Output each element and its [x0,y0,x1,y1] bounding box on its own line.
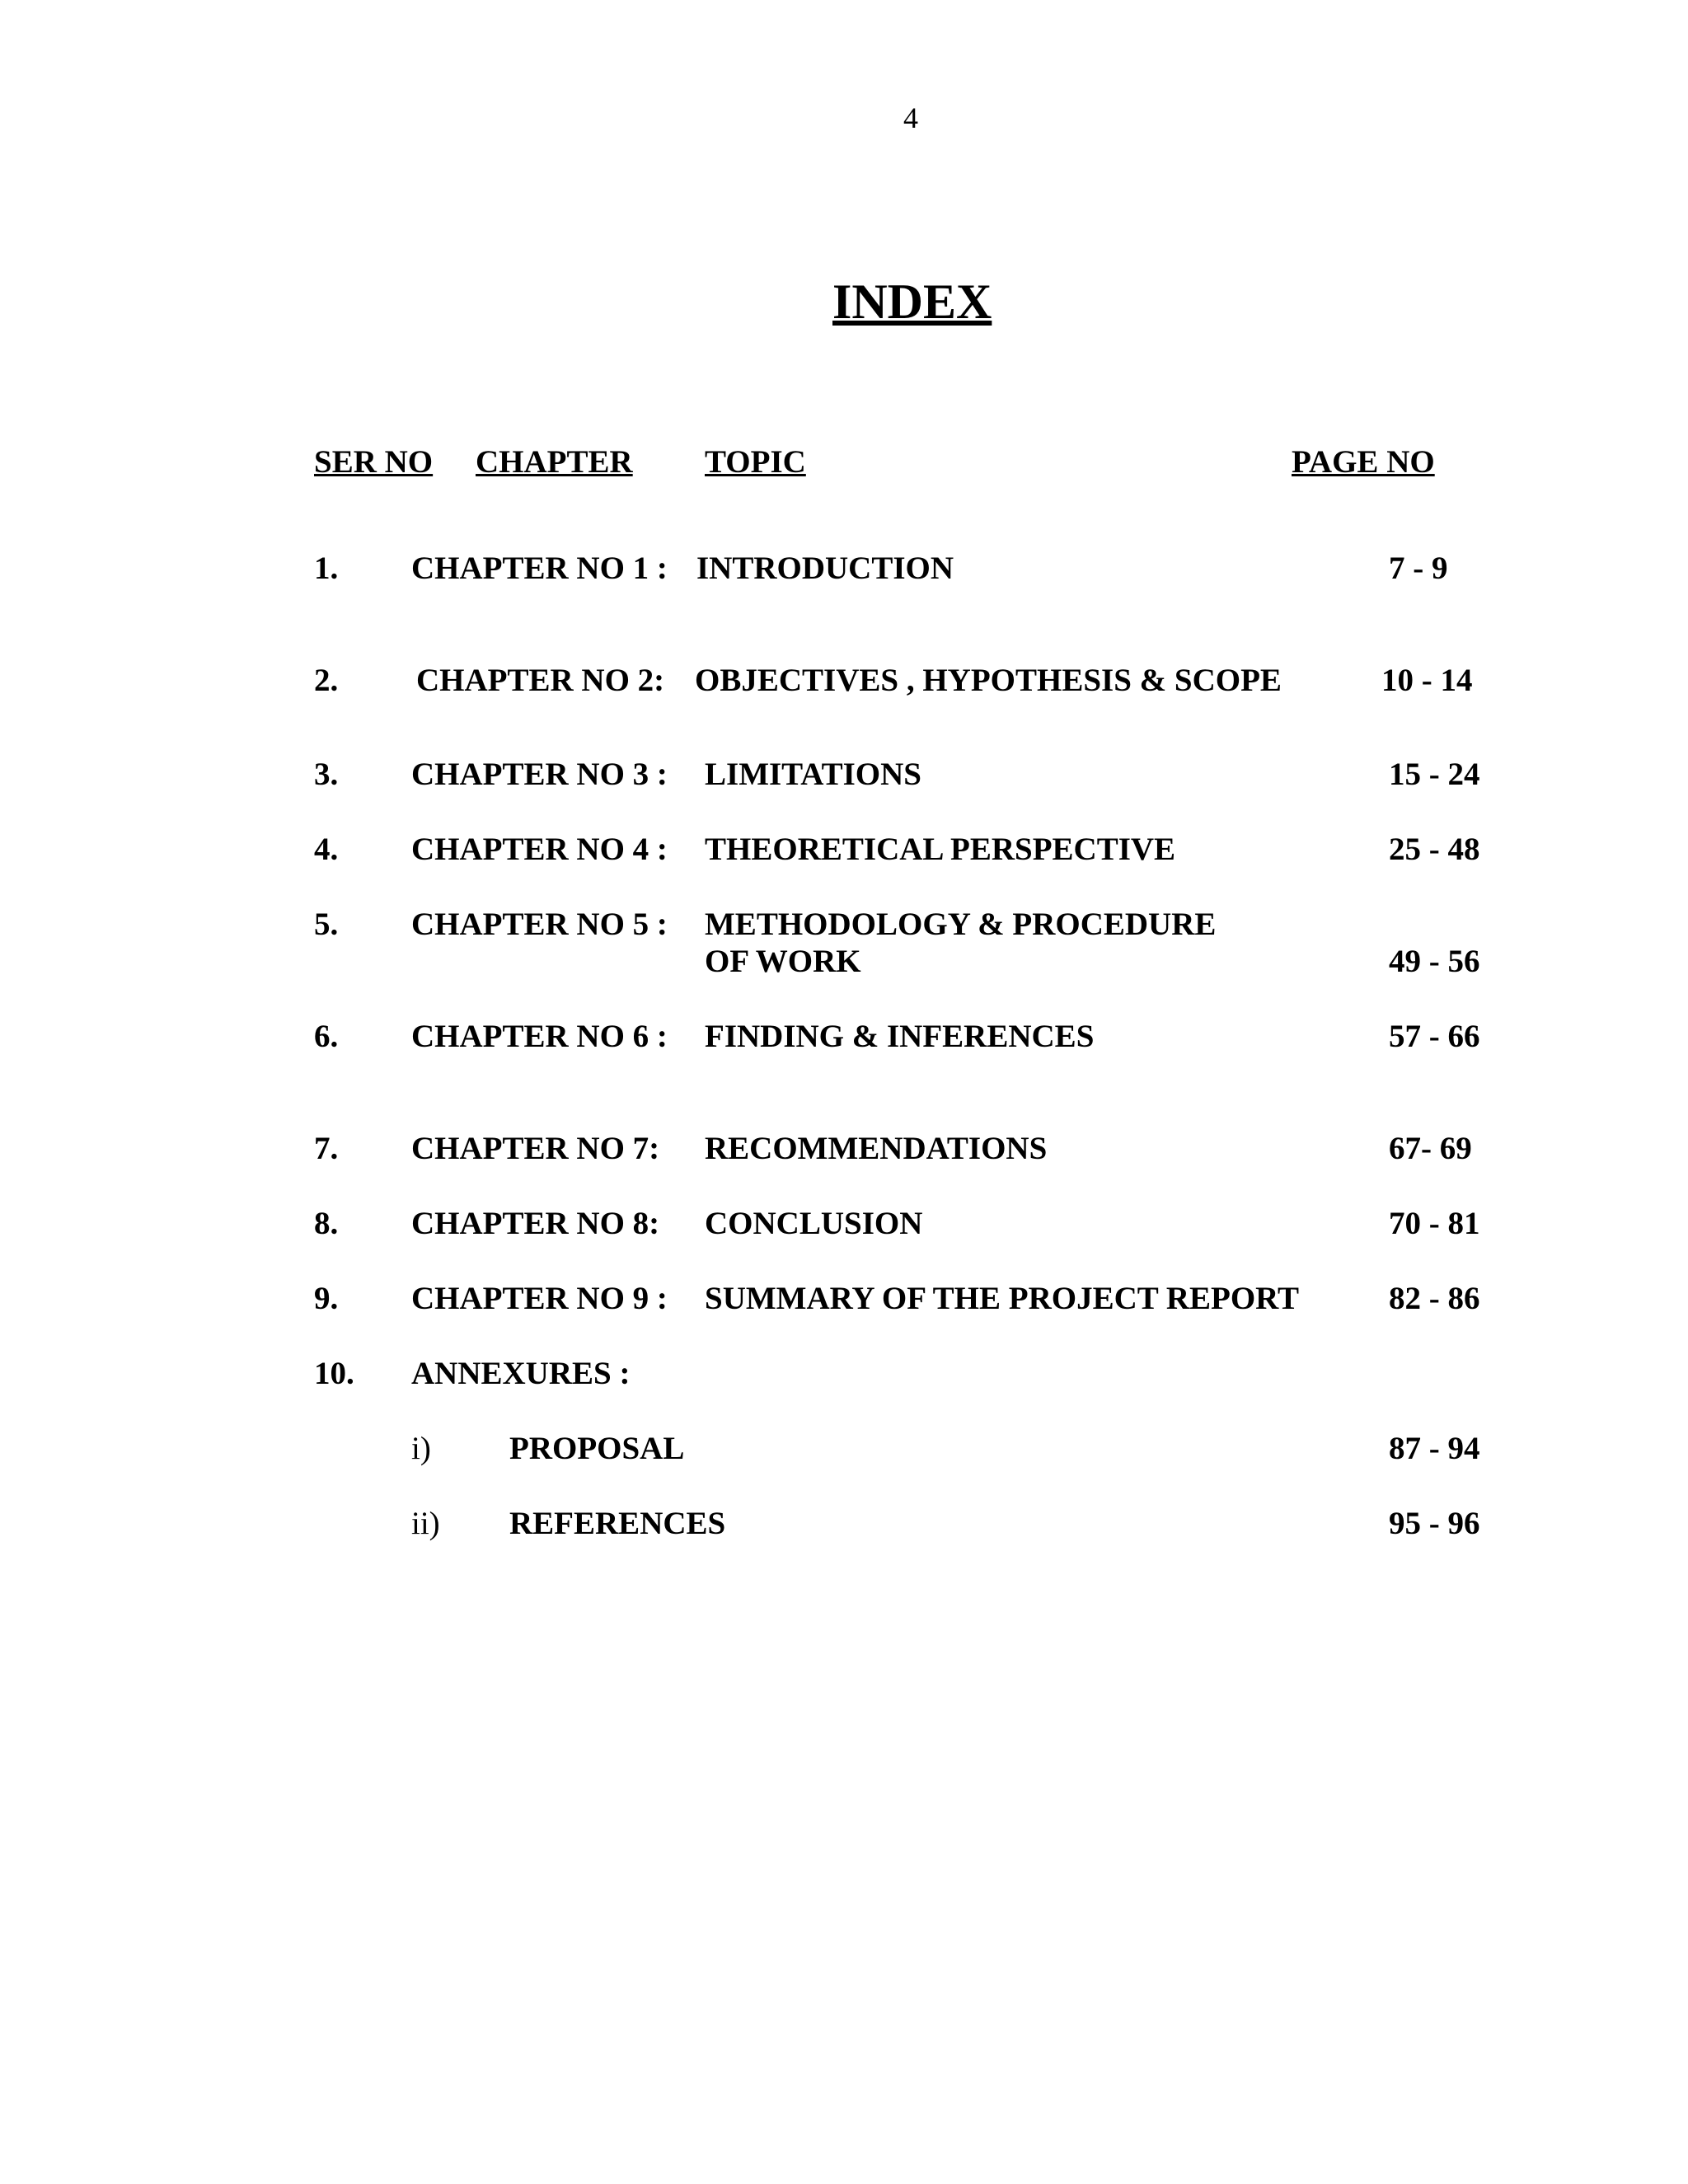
row-topic: CONCLUSION [705,1206,923,1241]
row-pages: 70 - 81 [1389,1206,1480,1241]
row-ser-no: 10. [314,1356,354,1391]
header-chapter: CHAPTER [476,444,633,480]
row-chapter: CHAPTER NO 7: [411,1131,660,1166]
row-ser-no: 6. [314,1019,339,1054]
header-topic: TOPIC [705,444,806,480]
page-title: INDEX [832,274,992,329]
annexure-label: REFERENCES [509,1506,726,1541]
row-ser-no: 8. [314,1206,339,1241]
row-pages: 49 - 56 [1389,944,1480,979]
row-chapter: CHAPTER NO 6 : [411,1019,668,1054]
row-ser-no: 4. [314,832,339,867]
annexure-pages: 95 - 96 [1389,1506,1480,1541]
row-chapter: ANNEXURES : [411,1356,631,1391]
row-ser-no: 7. [314,1131,339,1166]
row-topic: INTRODUCTION [696,551,954,586]
row-ser-no: 2. [314,663,339,698]
row-pages: 15 - 24 [1389,757,1480,792]
row-topic: LIMITATIONS [705,757,921,792]
header-ser-no: SER NO [314,444,434,480]
row-chapter: CHAPTER NO 4 : [411,832,668,867]
row-ser-no: 5. [314,907,339,942]
row-topic: METHODOLOGY & PROCEDURE [705,907,1217,942]
row-topic: OBJECTIVES , HYPOTHESIS & SCOPE [695,663,1282,698]
annexure-num: i) [411,1431,431,1466]
row-pages: 25 - 48 [1389,832,1480,867]
annexure-num: ii) [411,1506,440,1541]
row-topic: SUMMARY OF THE PROJECT REPORT [705,1281,1299,1316]
header-page-no: PAGE NO [1292,444,1435,480]
row-topic: FINDING & INFERENCES [705,1019,1095,1054]
row-ser-no: 3. [314,757,339,792]
annexure-label: PROPOSAL [509,1431,685,1466]
row-chapter: CHAPTER NO 3 : [411,757,668,792]
row-topic: RECOMMENDATIONS [705,1131,1048,1166]
row-pages: 7 - 9 [1389,551,1448,586]
row-ser-no: 1. [314,551,339,586]
row-chapter: CHAPTER NO 8: [411,1206,660,1241]
row-chapter: CHAPTER NO 9 : [411,1281,668,1316]
annexure-pages: 87 - 94 [1389,1431,1480,1466]
row-topic-line2: OF WORK [705,944,861,979]
row-chapter: CHAPTER NO 2: [416,663,665,698]
row-pages: 10 - 14 [1381,663,1473,698]
row-ser-no: 9. [314,1281,339,1316]
page-number: 4 [903,101,918,134]
row-chapter: CHAPTER NO 5 : [411,907,668,942]
row-pages: 67- 69 [1389,1131,1472,1166]
row-chapter: CHAPTER NO 1 : [411,551,668,586]
row-pages: 57 - 66 [1389,1019,1480,1054]
row-pages: 82 - 86 [1389,1281,1480,1316]
row-topic: THEORETICAL PERSPECTIVE [705,832,1176,867]
